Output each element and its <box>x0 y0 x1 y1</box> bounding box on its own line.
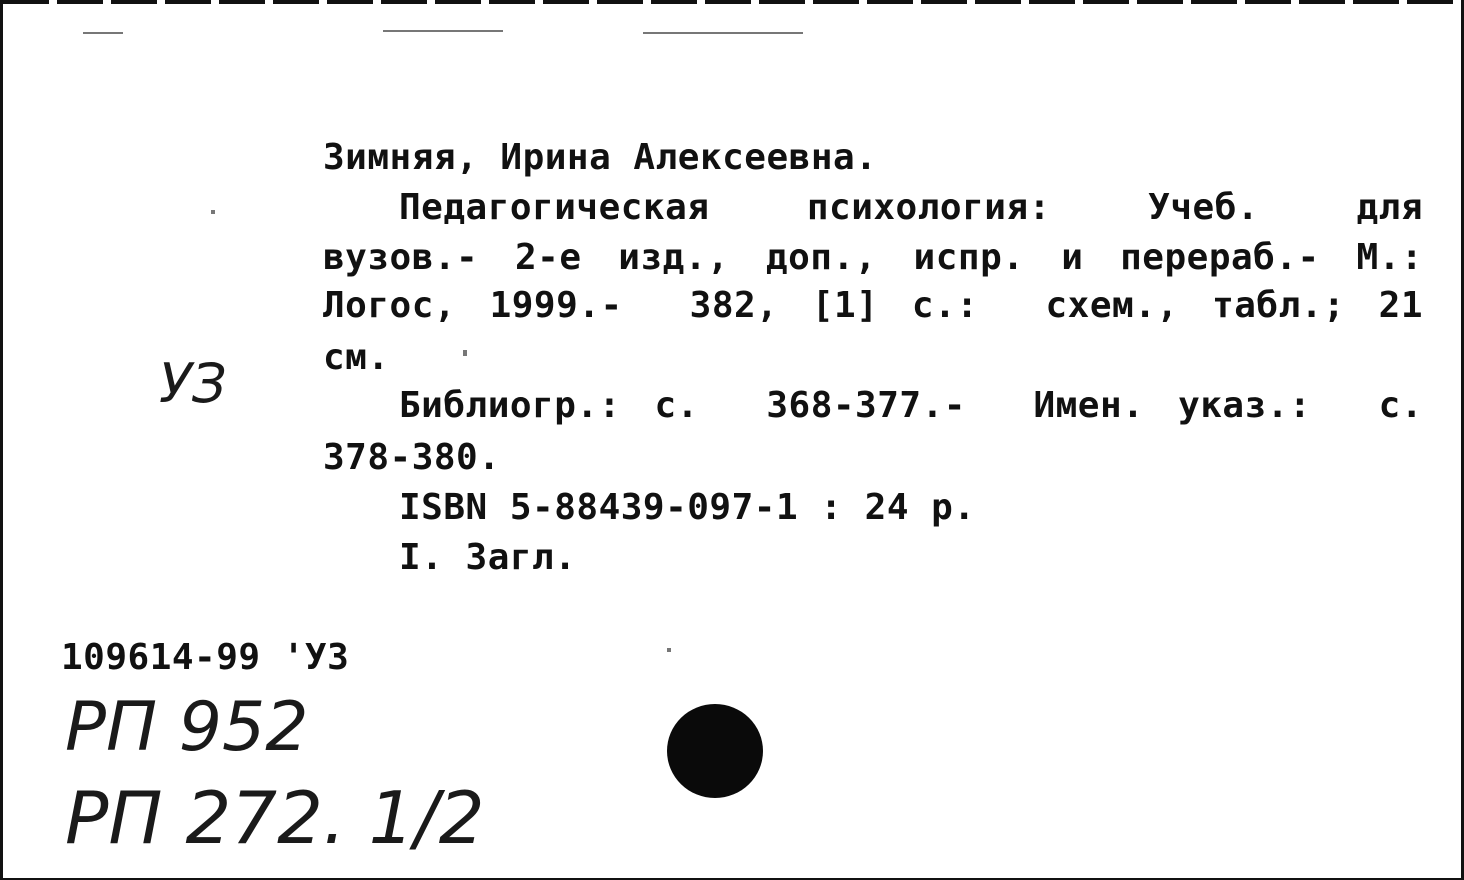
title-heading-line: I. Загл. <box>399 537 577 578</box>
title-line-4: см. <box>323 337 390 378</box>
scan-speck <box>667 648 671 652</box>
scan-speck <box>643 32 803 34</box>
bibliography-line-1: Библиогр.: с. 368-377.- Имен. указ.: с. <box>399 385 1423 426</box>
isbn-line: ISBN 5-88439-097-1 : 24 р. <box>399 487 976 528</box>
card-top-edge <box>3 0 1464 4</box>
scan-speck <box>211 210 215 214</box>
author-line: Зимняя, Ирина Алексеевна. <box>323 137 878 178</box>
handwritten-note-2: РП 272. 1/2 <box>65 776 485 860</box>
bibliography-line-2: 378-380. <box>323 437 501 478</box>
scan-speck <box>463 350 467 356</box>
punch-hole <box>667 704 763 798</box>
title-line-3: Логос, 1999.- 382, [1] с.: схем., табл.; 21 <box>323 285 1423 326</box>
scan-speck <box>83 32 123 34</box>
title-line-2: вузов.- 2-е изд., доп., испр. и перераб.- М.: <box>323 237 1423 278</box>
scan-speck <box>383 30 503 32</box>
inventory-number: 109614-99 'УЗ <box>61 637 350 678</box>
handwritten-note-1: РП 952 <box>65 688 309 767</box>
handwritten-classmark: УЗ <box>159 352 227 415</box>
title-line-1: Педагогическая психология: Учеб. для <box>399 187 1423 228</box>
